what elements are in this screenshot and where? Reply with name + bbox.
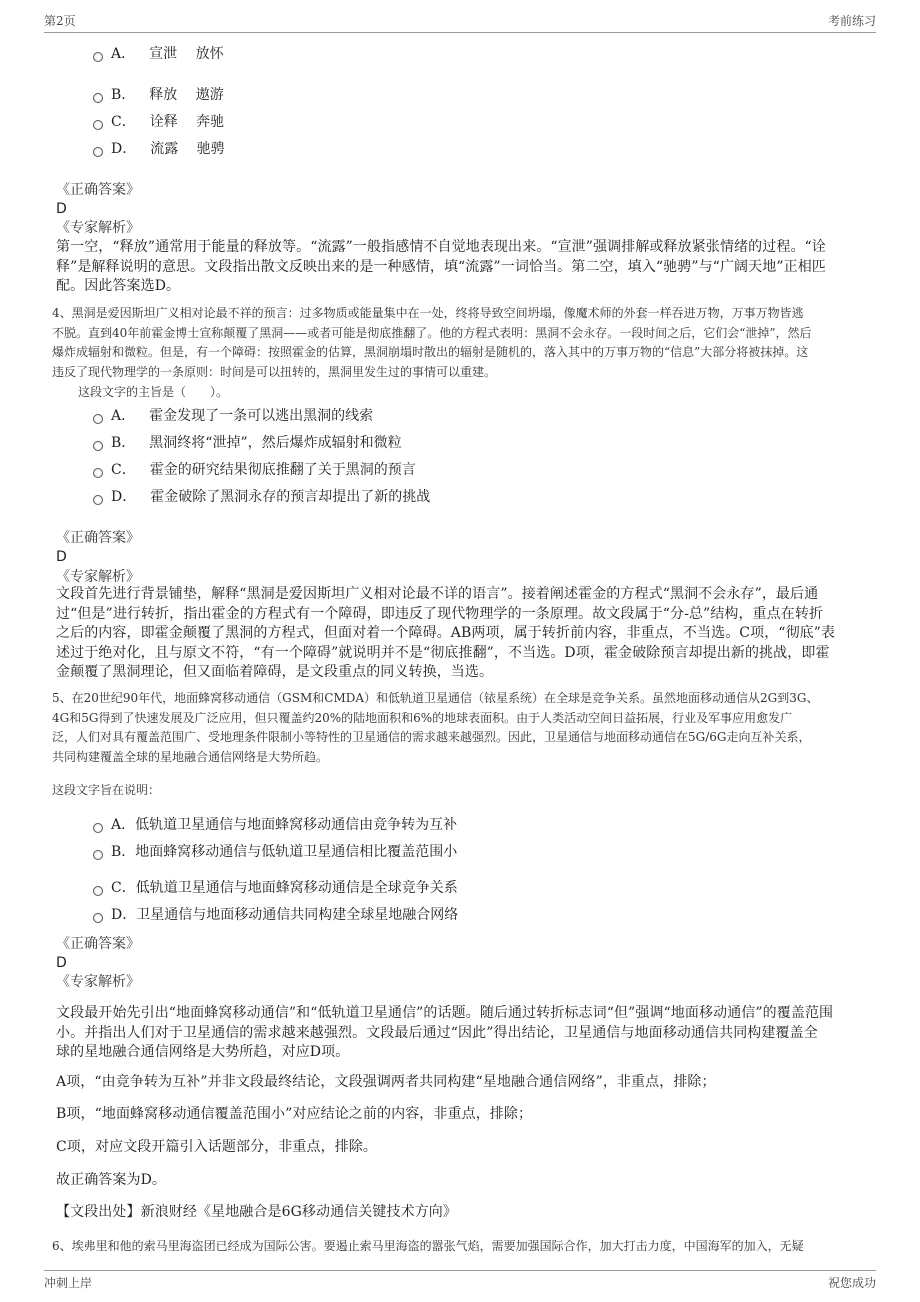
radio-icon[interactable]	[93, 823, 103, 833]
question-4-stem: 这段文字的主旨是（ ）。	[78, 385, 229, 399]
header-title: 考前练习	[827, 14, 876, 28]
q3-option-d[interactable]: D． 流露 驰骋	[93, 140, 225, 158]
analysis-label: 《专家解析》	[56, 974, 140, 990]
option-text: 地面蜂窝移动通信与低轨道卫星通信相比覆盖范围小	[135, 844, 458, 860]
footer-left: 冲刺上岸	[44, 1276, 93, 1290]
radio-icon[interactable]	[93, 441, 103, 451]
q4-option-c[interactable]: C． 霍金的研究结果彻底推翻了关于黑洞的预言	[93, 461, 416, 479]
question-5-text: 5、在20世纪90年代，地面蜂窝移动通信（GSM和CMDA）和低轨道卫星通信（铱星系统）在全球是竞争关系。虽然地面移动通信从2G到3G、 4G和5G得到了快速发展及广泛应用，但只覆盖约20%的陆地面积和6%的地球表面积。由于人类活动空间日益拓展，行业及军事应用愈发广 泛，人们对具有覆盖范围广、受地理条件限制小等特性的卫星通信的需求越来越强烈。因此，卫星通信与地面移动通信在5G/6G走向互补关系， 共同构建覆盖全球的星地融合通信网络是大势所趋。	[52, 691, 819, 764]
option-text: 霍金破除了黑洞永存的预言却提出了新的挑战	[150, 489, 431, 505]
analysis-paragraph-c: C项，对应文段开篇引入话题部分，非重点，排除。	[56, 1139, 378, 1155]
option-text: 霍金发现了一条可以逃出黑洞的线索	[149, 408, 374, 424]
option-text: 宣泄 放怀	[149, 46, 224, 62]
answer-label: 《正确答案》	[56, 530, 140, 546]
footer-right: 祝您成功	[827, 1276, 876, 1290]
q5-option-b[interactable]: B． 地面蜂窝移动通信与低轨道卫星通信相比覆盖范围小	[93, 843, 457, 861]
q5-option-a[interactable]: A． 低轨道卫星通信与地面蜂窝移动通信由竞争转为互补	[93, 816, 457, 834]
analysis-paragraph-a: A项，“由竞争转为互补”并非文段最终结论，文段强调两者共同构建“星地融合通信网络”，非重点，排除；	[56, 1074, 716, 1090]
q5-option-c[interactable]: C． 低轨道卫星通信与地面蜂窝移动通信是全球竞争关系	[93, 879, 458, 897]
analysis-text: 文段最开始先引出“地面蜂窝移动通信”和“低轨道卫星通信”的话题。随后通过转折标志词“但”强调“地面移动通信”的覆盖范围 小。并指出人们对于卫星通信的需求越来越强烈。文段最后通过“因此”得出结论，卫星通信与地面移动通信共同构建覆盖全 球的星地融合通信网络是大势所趋，对应D项。	[56, 1005, 834, 1060]
q3-option-a[interactable]: A． 宣泄 放怀	[93, 45, 224, 63]
radio-icon[interactable]	[93, 468, 103, 478]
analysis-label: 《专家解析》	[56, 569, 140, 585]
radio-icon[interactable]	[93, 52, 103, 62]
option-text: 低轨道卫星通信与地面蜂窝移动通信由竞争转为互补	[135, 817, 458, 833]
radio-icon[interactable]	[93, 850, 103, 860]
option-text: 流露 驰骋	[150, 141, 225, 157]
q4-option-a[interactable]: A． 霍金发现了一条可以逃出黑洞的线索	[93, 407, 373, 425]
radio-icon[interactable]	[93, 120, 103, 130]
page-header	[44, 12, 876, 33]
question-4-text: 4、黑洞是爱因斯坦广义相对论最不祥的预言：过多物质或能量集中在一处，终将导致空间坍塌，像魔术师的外套一样吞进万物，万事万物皆逃 不脱。直到40年前霍金博士宣称颠覆了黑洞——或者可能是彻底推翻了。他的方程式表明：黑洞不会永存。一段时间之后，它们会“泄掉”，然后 爆炸成辐射和微粒。但是，有一个障碍：按照霍金的估算，黑洞崩塌时散出的辐射是随机的，落入其中的万事万物的“信息”大部分将被抹掉。这 违反了现代物理学的一条原则：时间是可以扭转的，黑洞里发生过的事情可以重建。	[52, 306, 812, 379]
analysis-conclusion: 故正确答案为D。	[56, 1172, 167, 1188]
option-text: 霍金的研究结果彻底推翻了关于黑洞的预言	[149, 462, 416, 478]
q3-option-b[interactable]: B． 释放 遨游	[93, 86, 224, 104]
answer-value: D	[56, 549, 67, 565]
radio-icon[interactable]	[93, 913, 103, 923]
radio-icon[interactable]	[93, 495, 103, 505]
q4-option-b[interactable]: B． 黑洞终将“泄掉”，然后爆炸成辐射和微粒	[93, 434, 402, 452]
option-text: 低轨道卫星通信与地面蜂窝移动通信是全球竞争关系	[135, 880, 458, 896]
q3-option-c[interactable]: C． 诠释 奔驰	[93, 113, 224, 131]
radio-icon[interactable]	[93, 886, 103, 896]
answer-label: 《正确答案》	[56, 182, 140, 198]
option-text: 释放 遨游	[149, 87, 224, 103]
radio-icon[interactable]	[93, 414, 103, 424]
analysis-label: 《专家解析》	[56, 220, 140, 236]
answer-value: D	[56, 201, 67, 217]
option-text: 诠释 奔驰	[149, 114, 225, 130]
answer-value: D	[56, 955, 67, 971]
answer-label: 《正确答案》	[56, 936, 140, 952]
question-6-text: 6、埃弗里和他的索马里海盗团已经成为国际公害。要遏止索马里海盗的嚣张气焰，需要加强国际合作，加大打击力度，中国海军的加入，无疑	[52, 1239, 804, 1253]
analysis-text: 第一空，“释放”通常用于能量的释放等。“流露”一般指感情不自觉地表现出来。“宣泄”强调排解或释放紧张情绪的过程。“诠 释”是解释说明的意思。文段指出散文反映出来的是一种感情，填“流露”一词恰当。第二空，填入“驰骋”与“广阔天地”正相匹 配。因此答案选D。	[56, 239, 826, 294]
radio-icon[interactable]	[93, 147, 103, 157]
question-5-stem: 这段文字旨在说明：	[52, 783, 161, 797]
analysis-paragraph-b: B项，“地面蜂窝移动通信覆盖范围小”对应结论之前的内容，非重点，排除；	[56, 1106, 533, 1122]
radio-icon[interactable]	[93, 93, 103, 103]
option-text: 黑洞终将“泄掉”，然后爆炸成辐射和微粒	[149, 435, 402, 451]
page-footer	[44, 1270, 876, 1294]
page-number: 第2页	[44, 14, 76, 28]
option-text: 卫星通信与地面移动通信共同构建全球星地融合网络	[136, 907, 459, 923]
analysis-text: 文段首先进行背景铺垫，解释“黑洞是爱因斯坦广义相对论最不详的语言”。接着阐述霍金的方程式“黑洞不会永存”，最后通 过“但是”进行转折，指出霍金的方程式有一个障碍，即违反了现代物理学的一条原理。故文段属于“分-总”结构，重点在转折 之后的内容，即霍金颠覆了黑洞的方程式，但面对着一个障碍。AB两项，属于转折前内容，非重点，不当选。C项，“彻底”表 述过于绝对化，且与原文不符，“有一个障碍”就说明并不是“彻底推翻”，不当选。D项，霍金破除预言却提出新的挑战，即霍 金颠覆了黑洞理论，但又面临着障碍，是文段重点的同义转换，当选。	[56, 586, 836, 680]
source-citation: 【文段出处】新浪财经《星地融合是6G移动通信关键技术方向》	[56, 1204, 457, 1220]
q4-option-d[interactable]: D． 霍金破除了黑洞永存的预言却提出了新的挑战	[93, 488, 430, 506]
q5-option-d[interactable]: D． 卫星通信与地面移动通信共同构建全球星地融合网络	[93, 906, 458, 924]
